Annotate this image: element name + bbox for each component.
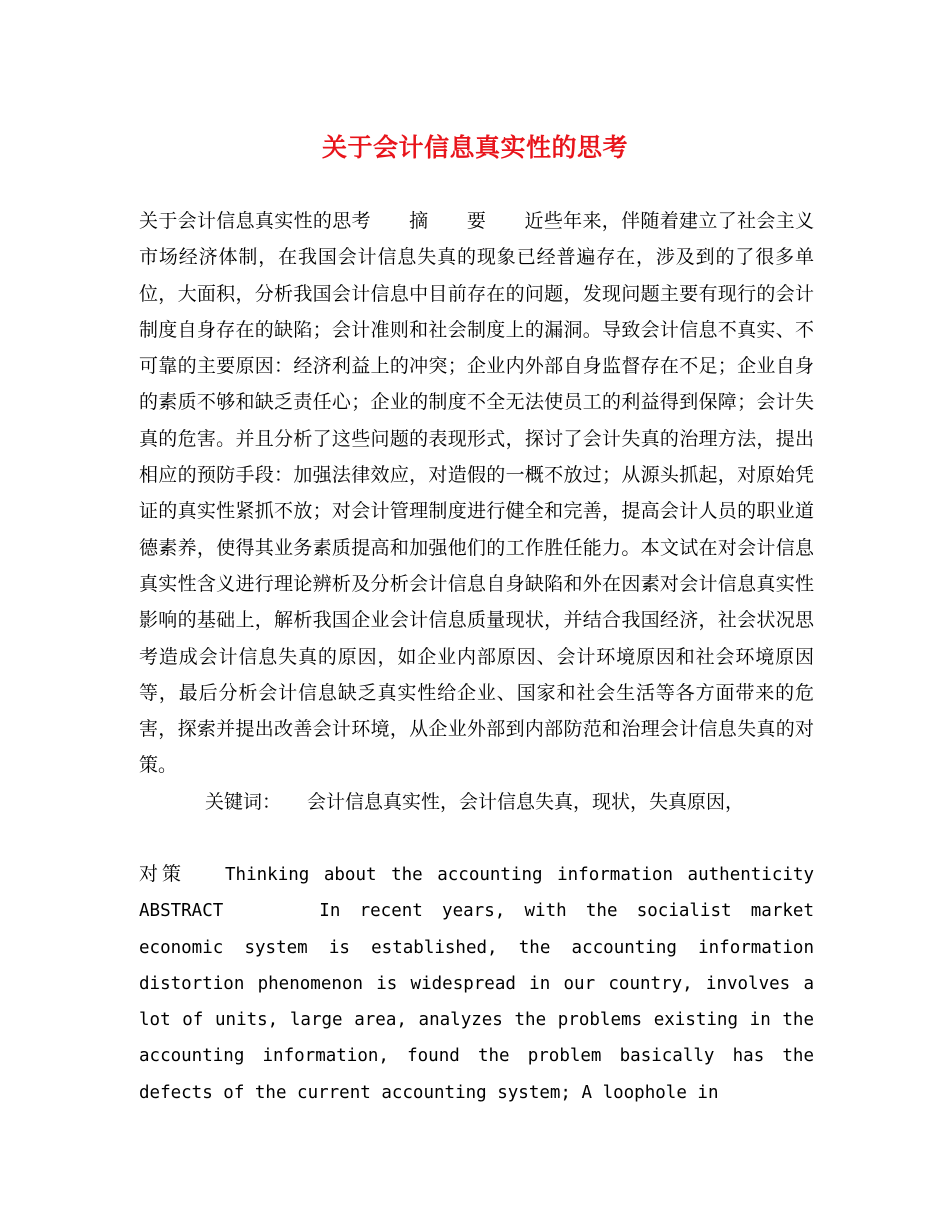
keywords-line	[139, 784, 814, 820]
english-abstract-body: In recent years, with the socialist market economic system is established, the accounting information distortion phenomenon is widespread in our country, involves a lot of units, large area, analyzes the problems existing in the accounting information, found the problem basically has the defects of the current accounting system; A loophole in	[139, 901, 814, 1103]
abstract-label-2: 要	[466, 210, 487, 232]
abstract-section	[139, 203, 814, 820]
page-title: 关于会计信息真实性的思考	[321, 133, 628, 162]
english-section	[139, 856, 814, 1111]
abstract-lead: 关于会计信息真实性的思考	[139, 210, 371, 232]
english-title: Thinking about the accounting information authenticity	[225, 865, 814, 885]
english-abstract-label: ABSTRACT	[139, 901, 224, 922]
abstract-paragraph	[139, 203, 814, 784]
abstract-label-1: 摘	[408, 210, 429, 232]
keywords-text: 会计信息真实性，会计信息失真，现状，失真原因，	[307, 790, 745, 813]
abstract-body: 近些年来，伴随着建立了社会主义市场经济体制，在我国会计信息失真的现象已经普遍存在，涉及到的了很多单位，大面积，分析我国会计信息中目前存在的问题，发现问题主要有现行的会计制度自身存在的缺陷；会计准则和社会制度上的漏洞。导致会计信息不真实、不可靠的主要原因：经济利益上的冲突；企业内外部自身监督存在不足；企业自身的素质不够和缺乏责任心；企业的制度不全无法使员工的利益得到保障；会计失真的危害。并且分析了这些问题的表现形式，探讨了会计失真的治理方法，提出相应的预防手段：加强法律效应，对造假的一概不放过；从源头抓起，对原始凭证的真实性紧抓不放；对会计管理制度进行健全和完善，提高会计人员的职业道德素养，使得其业务素质提高和加强他们的工作胜任能力。本文试在对会计信息真实性含义进行理论辨析及分析会计信息自身缺陷和外在因素对会计信息真实性影响的基础上，解析我国企业会计信息质量现状，并结合我国经济，社会状况思考造成会计信息失真的原因，如企业内部原因、会计环境原因和社会环境原因等，最后分析会计信息缺乏真实性给企业、国家和社会生活等各方面带来的危害，探索并提出改善会计环境，从企业外部到内部防范和治理会计信息失真的对策。	[139, 210, 814, 777]
keywords-label: 关键词：	[205, 790, 282, 813]
keywords-tail: 对策	[139, 863, 186, 885]
